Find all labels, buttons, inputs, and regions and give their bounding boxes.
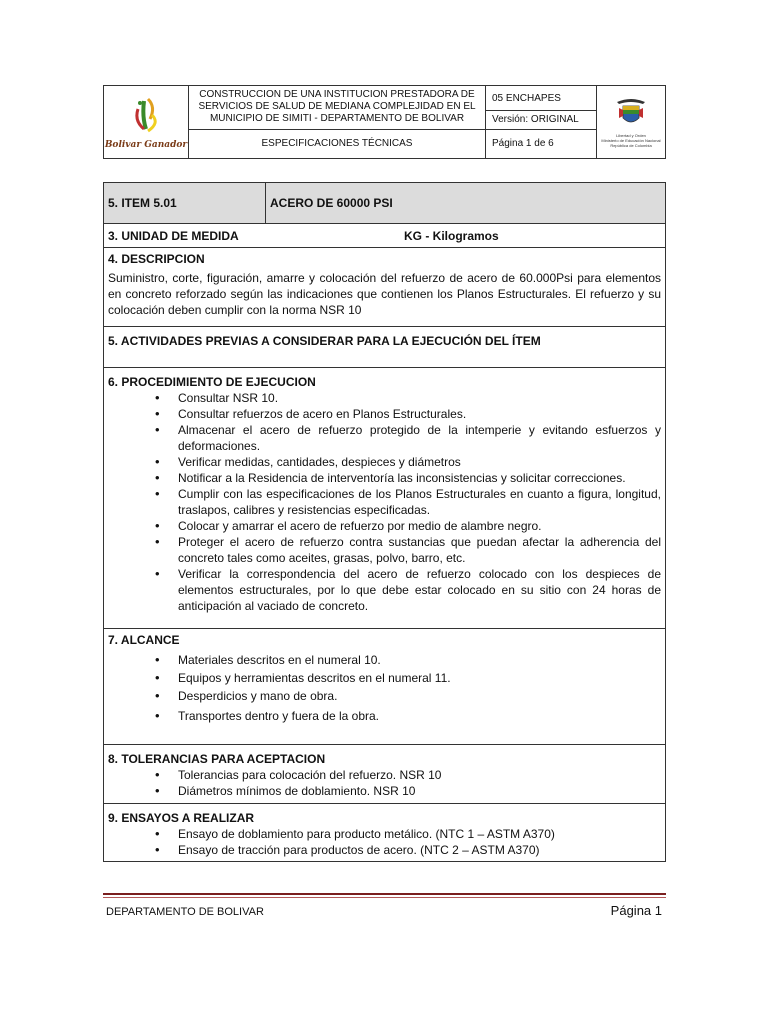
- logo-cell: [104, 86, 189, 159]
- footer-divider: [103, 893, 666, 895]
- document-header: [103, 85, 666, 159]
- list-item: • Verificar medidas, cantidades, despieces y diámetros: [178, 454, 661, 470]
- description-section: [104, 248, 666, 327]
- tolerances-section: [104, 745, 666, 804]
- list-item: • Proteger el acero de refuerzo contra sustancias que puedan afectar la adherencia del concreto tales como aceites, grasas, polvo, barro, etc.: [178, 534, 661, 566]
- scope-section: [104, 629, 666, 745]
- list-item: • Notificar a la Residencia de interventoría las inconsistencias y solicitar correcciones.: [178, 470, 661, 486]
- version-label: Versión: ORIGINAL: [486, 111, 597, 129]
- list-item: • Transportes dentro y fuera de la obra.: [178, 708, 661, 724]
- procedure-list: [108, 390, 661, 614]
- list-item: • Equipos y herramientas descritos en el numeral 11.: [178, 670, 661, 686]
- bolivar-logo-icon: [116, 95, 176, 139]
- list-item: • Cumplir con las especificaciones de los Planos Estructurales en cuanto a figura, longitud, traslapos, calibres y resistencias especificadas.: [178, 486, 661, 518]
- footer-page-number: Página 1: [610, 903, 662, 918]
- unit-label: 3. UNIDAD DE MEDIDA: [108, 228, 239, 243]
- tolerances-list: [108, 767, 661, 799]
- previous-activities-title: 5. ACTIVIDADES PREVIAS A CONSIDERAR PARA LA EJECUCIÓN DEL ÍTEM: [108, 334, 541, 348]
- tests-section: [104, 804, 666, 862]
- list-item: • Materiales descritos en el numeral 10.: [178, 652, 661, 668]
- colombia-crest-icon: [613, 96, 649, 130]
- description-title: 4. DESCRIPCION: [108, 252, 205, 266]
- crest-cell: [597, 86, 666, 159]
- unit-value: KG - Kilogramos: [404, 228, 499, 243]
- previous-activities-section: [104, 327, 666, 368]
- list-item: • Ensayo de doblamiento para producto metálico. (NTC 1 – ASTM A370): [178, 826, 661, 842]
- spec-title: ESPECIFICACIONES TÉCNICAS: [189, 129, 486, 158]
- list-item: • Consultar refuerzos de acero en Planos Estructurales.: [178, 406, 661, 422]
- tests-list: [108, 826, 661, 858]
- footer-department: DEPARTAMENTO DE BOLIVAR: [106, 906, 264, 918]
- list-item: • Almacenar el acero de refuerzo protegido de la intemperie y evitando esfuerzos y deformaciones.: [178, 422, 661, 454]
- scope-title: 7. ALCANCE: [108, 633, 180, 647]
- list-item: • Ensayo de tracción para productos de acero. (NTC 2 – ASTM A370): [178, 842, 661, 858]
- page-label: Página 1 de 6: [486, 129, 597, 158]
- project-title: CONSTRUCCION DE UNA INSTITUCION PRESTADORA DE SERVICIOS DE SALUD DE MEDIANA COMPLEJIDAD EN EL MUNICIPIO DE SIMITI - DEPARTAMENTO DE BOLIVAR: [189, 86, 486, 130]
- item-label: 5. ITEM 5.01: [104, 183, 266, 224]
- procedure-section: [104, 368, 666, 629]
- tests-title: 9. ENSAYOS A REALIZAR: [108, 811, 255, 825]
- description-text: Suministro, corte, figuración, amarre y colocación del refuerzo de acero de 60.000Psi para elementos en concreto reforzado según las indicaciones que contienen los Planos Estructurales. El refuerzo y su colocación deben cumplir con la norma NSR 10: [108, 271, 661, 317]
- unit-row: [104, 224, 666, 248]
- scope-list: [108, 652, 661, 724]
- procedure-title: 6. PROCEDIMIENTO DE EJECUCION: [108, 375, 316, 389]
- spec-table: [103, 182, 666, 862]
- item-name: ACERO DE 60000 PSI: [266, 183, 666, 224]
- list-item: • Verificar la correspondencia del acero de refuerzo colocado con los despieces de elementos estructurales, por lo que debe estar colocado en su sitio con 24 horas de anticipación al vaciado de concreto.: [178, 566, 661, 614]
- list-item: • Diámetros mínimos de doblamiento. NSR 10: [178, 783, 661, 799]
- section-code: 05 ENCHAPES: [486, 86, 597, 111]
- footer-divider-thin: [103, 897, 666, 898]
- list-item: • Desperdicios y mano de obra.: [178, 688, 661, 704]
- crest-caption-2: Ministerio de Educación Nacional República de Colombia: [601, 138, 661, 148]
- tolerances-title: 8. TOLERANCIAS PARA ACEPTACION: [108, 752, 326, 766]
- crest-caption-1: Libertad y Orden: [616, 133, 646, 138]
- logo-text: Bolivar Ganador: [104, 139, 188, 150]
- list-item: • Consultar NSR 10.: [178, 390, 661, 406]
- list-item: • Colocar y amarrar el acero de refuerzo por medio de alambre negro.: [178, 518, 661, 534]
- list-item: • Tolerancias para colocación del refuerzo. NSR 10: [178, 767, 661, 783]
